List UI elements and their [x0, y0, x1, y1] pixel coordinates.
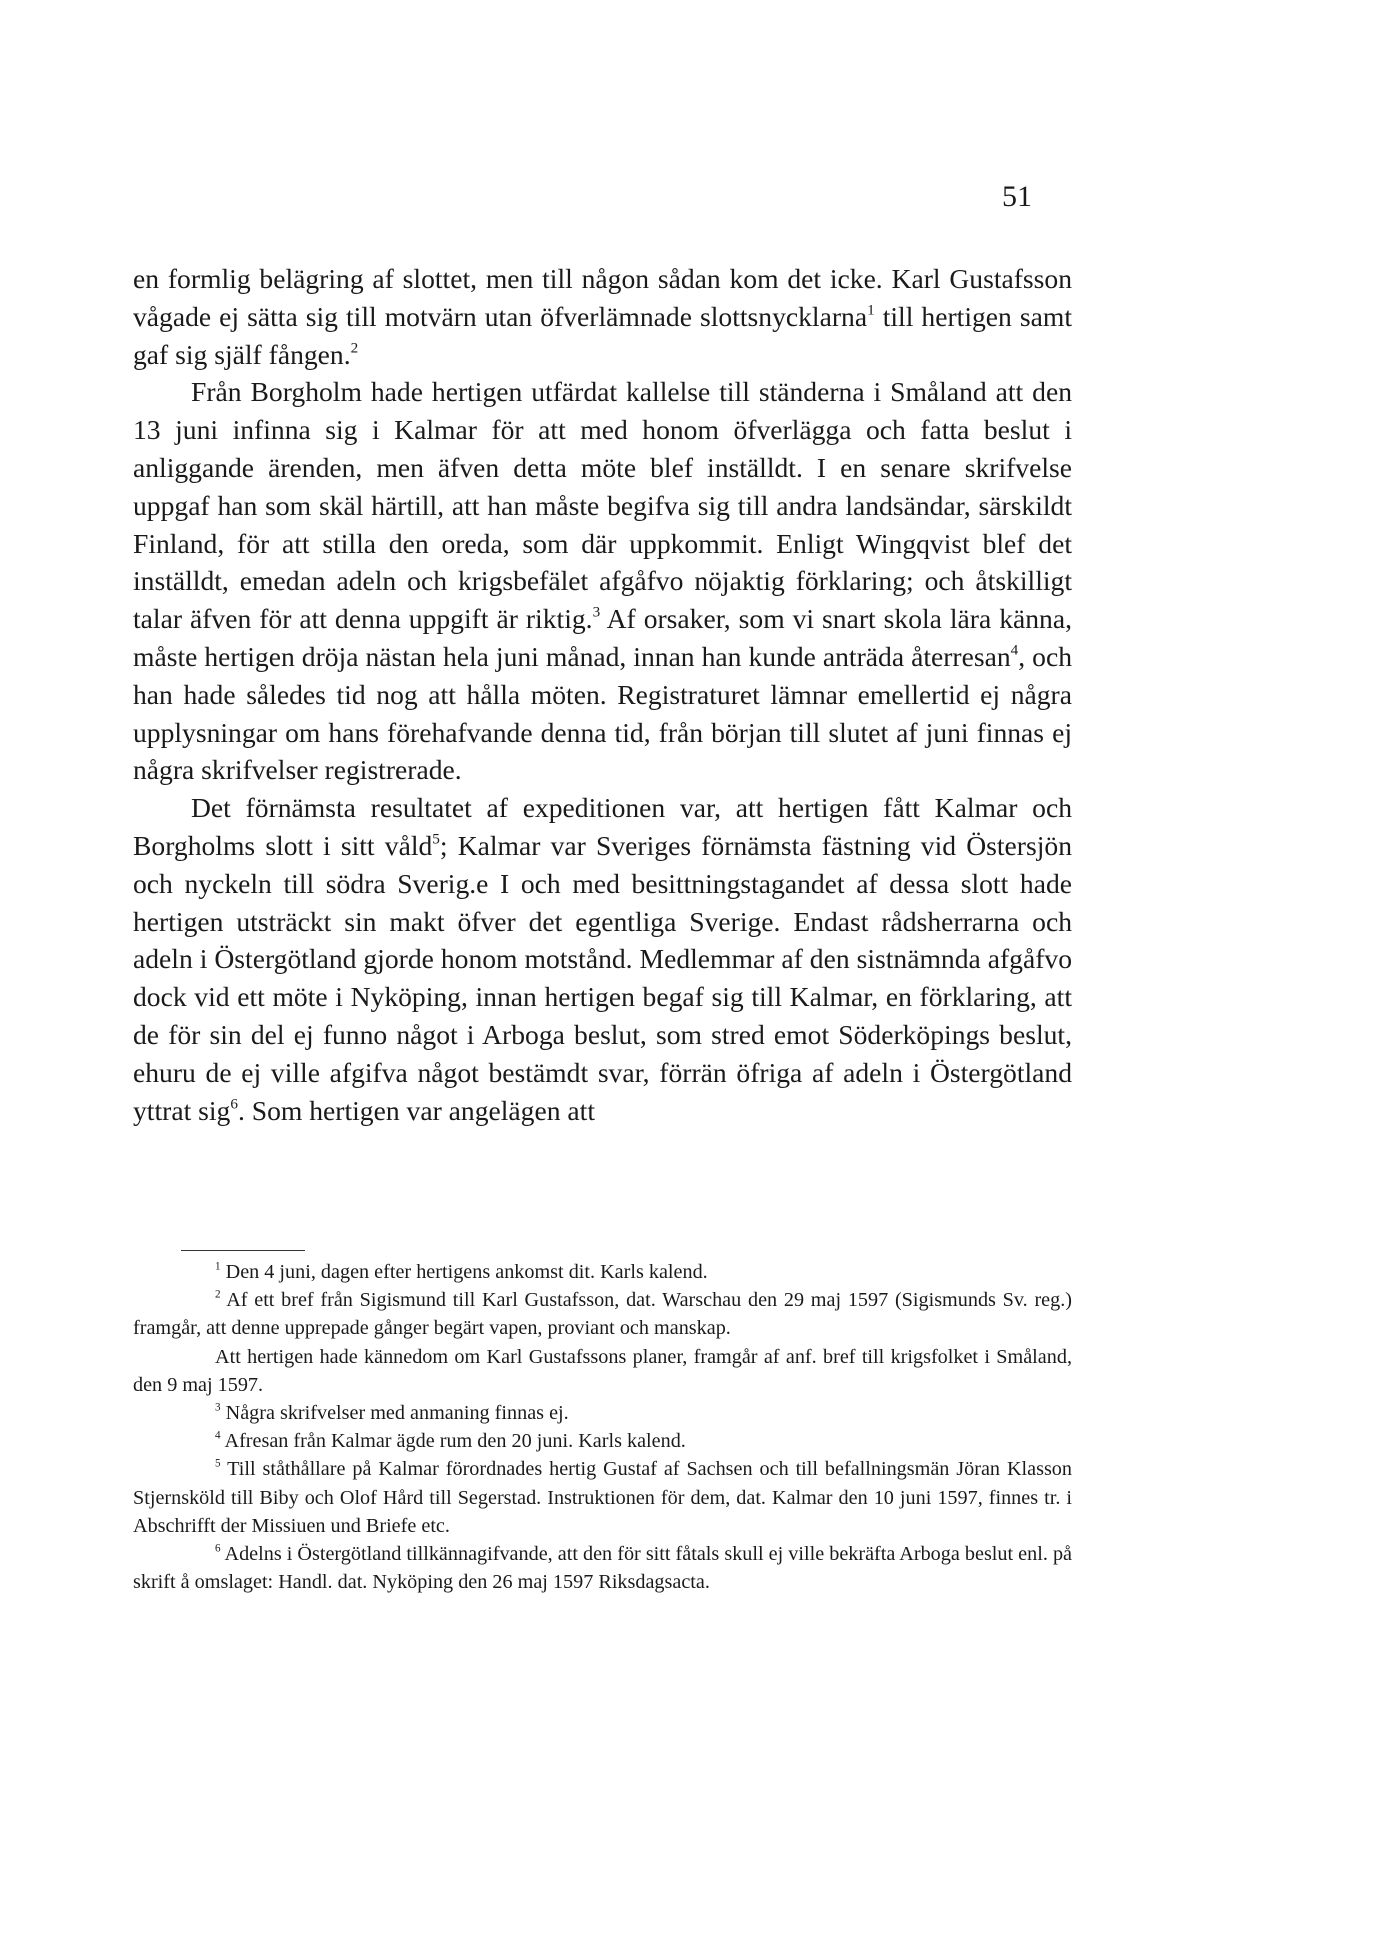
paragraph-text: . Som hertigen var angelägen att: [237, 1094, 595, 1126]
footnote-ref: 1: [867, 301, 875, 319]
footnote-ref: 6: [230, 1095, 238, 1113]
footnote-6: [133, 1540, 1072, 1596]
paragraph-text: Från Borgholm hade hertigen utfärdat kallelse till ständerna i Småland att den 13 juni infinna sig i Kalmar för att med honom öfverlägga och fatta beslut i anliggande ärenden, men äfven detta möte blef inställdt. I en senare skrifvelse uppgaf han som skäl härtill, att han måste begifva sig till andra landsändar, särskildt Finland, för att stilla den oreda, som där uppkommit. Enligt Wingqvist blef det inställdt, emedan adeln och krigsbefälet afgåfvo nöjaktig förklaring; och åtskilligt talar äfven för att denna uppgift är riktig.: [133, 376, 1072, 635]
footnote-text: Afresan från Kalmar ägde rum den 20 juni. Karls kalend.: [220, 1430, 686, 1453]
footnote-1: [133, 1258, 1072, 1286]
footnote-text: Till ståthållare på Kalmar förordnades hertig Gustaf af Sachsen och till befallningsmän Jöran Klasson Stjernsköld till Biby och Olof Hård till Segerstad. Instruktionen för dem, dat. Kalmar den 10 juni 1597, finnes tr. i Abschrifft der Missiuen und Briefe etc.: [133, 1458, 1072, 1537]
page-number: 51: [1002, 180, 1032, 213]
footnotes: [133, 1258, 1072, 1596]
paragraph-text: ; Kalmar var Sveriges förnämsta fästning vid Östersjön och nyckeln till södra Sverig.e I och med besittningstagandet af dessa slott hade hertigen utsträckt sin makt öfver det egentliga Sverige. Endast rådsherrarna och adeln i Östergötland gjorde honom motstånd. Medlemmar af den sistnämnda afgåfvo dock vid ett möte i Nyköping, innan hertigen begaf sig till Kalmar, en förklaring, att de för sin del ej funno något i Arboga beslut, som stred emot Söderköpings beslut, ehuru de ej ville afgifva något bestämdt svar, förrän öfriga af adeln i Östergötland yttrat sig: [133, 829, 1072, 1126]
paragraph-3: [133, 789, 1072, 1129]
paragraph-2: [133, 373, 1072, 789]
footnote-text: Den 4 juni, dagen efter hertigens ankomst dit. Karls kalend.: [220, 1261, 708, 1283]
paragraph-text: en formlig belägring af slottet, men till någon sådan kom det icke. Karl Gustafsson vågade ej sätta sig till motvärn utan öfverlämnade slottsnycklarna: [133, 263, 1072, 332]
main-text: [133, 260, 1072, 1129]
footnote-mark: 3: [215, 1401, 221, 1414]
footnote-ref: 5: [432, 830, 440, 848]
footnote-mark: 6: [215, 1542, 221, 1555]
footnote-text: Af ett bref från Sigismund till Karl Gustafsson, dat. Warschau den 29 maj 1597 (Sigismunds Sv. reg.) framgår, att denne upprepade gånger begärt vapen, proviant och manskap.: [133, 1289, 1072, 1340]
footnote-mark: 1: [215, 1260, 221, 1273]
paragraph-text: Det förnämsta resultatet af expeditionen var, att hertigen fått Kalmar och Borgholms slott i sitt våld: [133, 792, 1072, 861]
footnote-mark: 4: [215, 1429, 221, 1442]
footnote-text: Adelns i Östergötland tillkännagifvande, att den för sitt fåtals skull ej ville bekräfta Arboga beslut enl. på skrift å omslaget: Handl. dat. Nyköping den 26 maj 1597 Riksdagsacta.: [133, 1543, 1072, 1594]
footnote-4: [133, 1427, 1072, 1455]
paragraph-text: , och han hade således tid nog att hålla möten. Registraturet lämnar emellertid ej några upplysningar om hans förehafvande denna tid, från början till slutet af juni finnas ej några skrifvelser registrerade.: [133, 640, 1072, 786]
paragraph-text: Af orsaker, som vi snart skola lära känna, måste hertigen dröja nästan hela juni månad, innan han kunde anträda återresan: [133, 603, 1072, 672]
footnote-divider: [181, 1250, 305, 1251]
footnote-ref: 4: [1010, 641, 1019, 659]
footnote-5: [133, 1455, 1072, 1540]
footnote-mark: 5: [215, 1458, 221, 1471]
paragraph-1: [133, 260, 1072, 373]
footnote-mark: 2: [215, 1288, 221, 1301]
footnote-2-continued: [133, 1343, 1072, 1399]
footnote-text: Att hertigen hade kännedom om Karl Gustafssons planer, framgår af anf. bref till krigsfolket i Småland, den 9 maj 1597.: [133, 1345, 1072, 1396]
paragraph-text: till hertigen samt gaf sig själf fången.: [133, 300, 1073, 370]
footnote-ref: 3: [592, 603, 601, 621]
footnote-ref: 2: [350, 339, 359, 357]
footnote-2: [133, 1286, 1072, 1342]
footnote-3: [133, 1399, 1072, 1427]
footnote-text: Några skrifvelser med anmaning finnas ej.: [220, 1402, 569, 1425]
